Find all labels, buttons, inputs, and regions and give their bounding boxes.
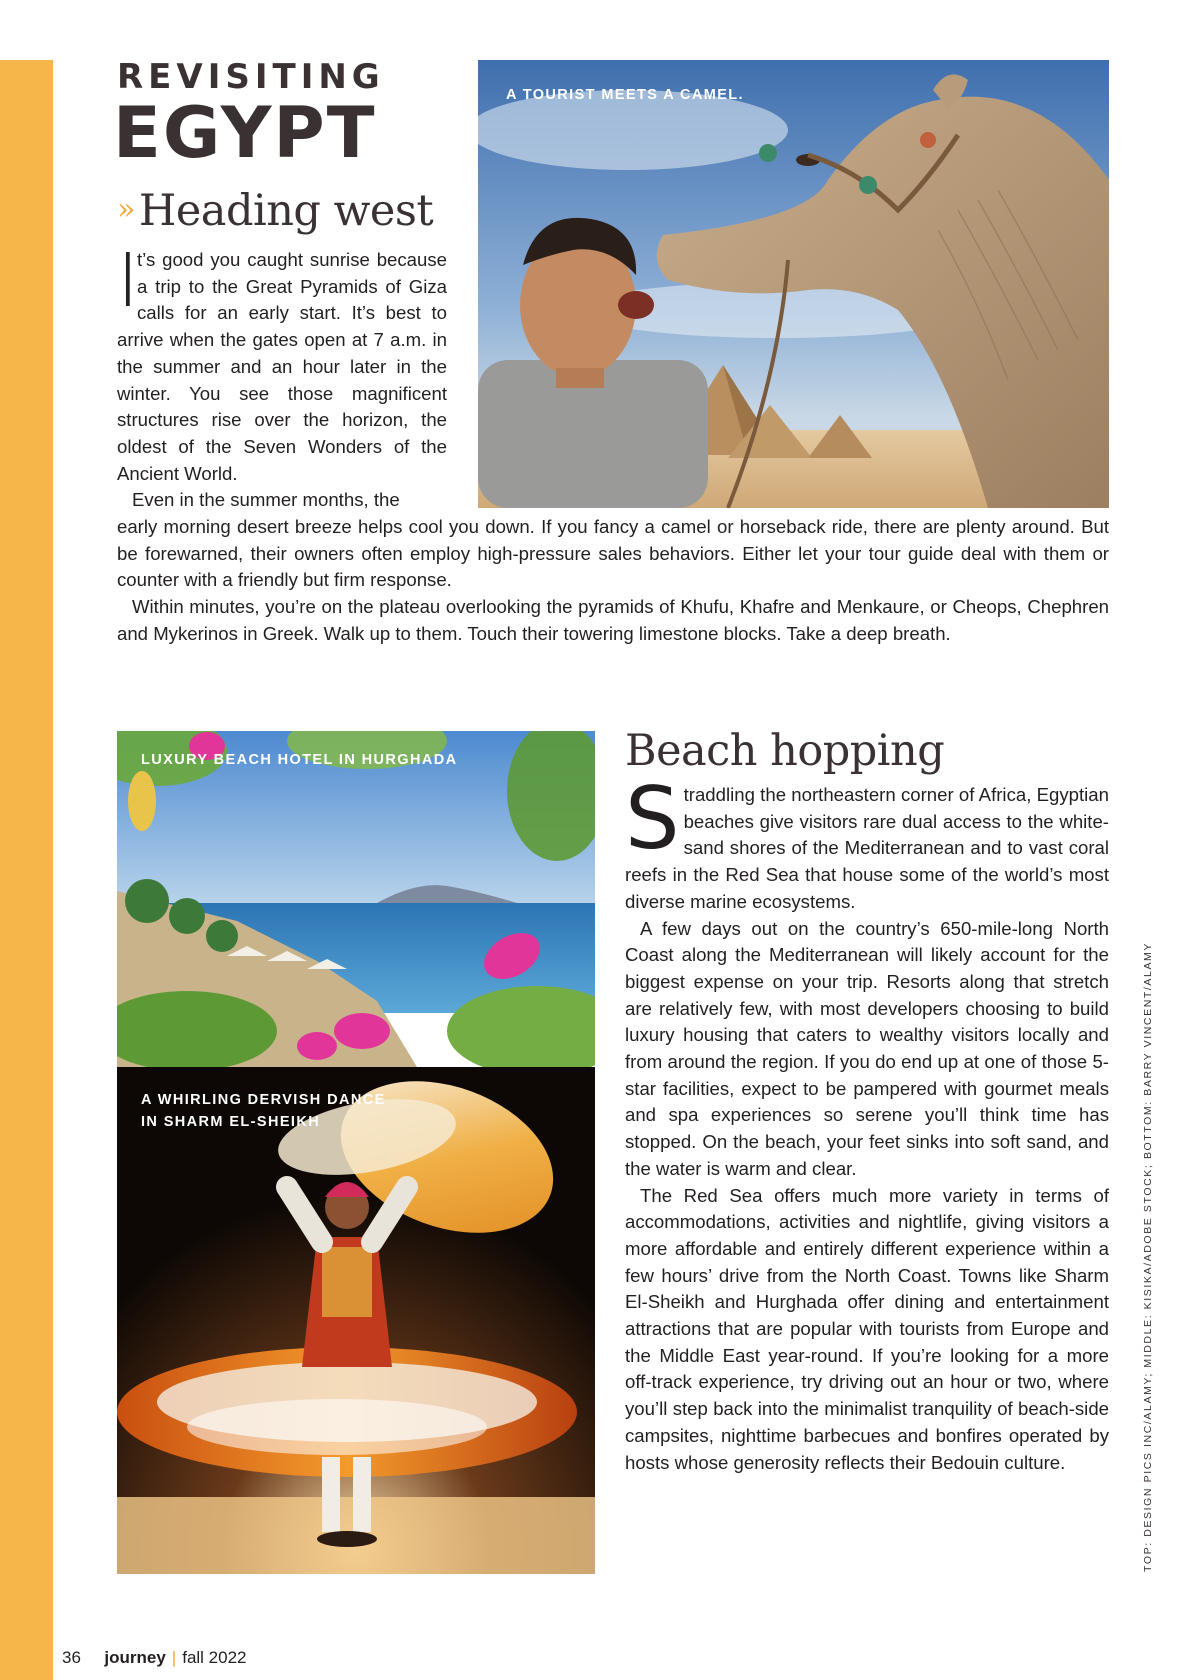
article-kicker: REVISITING <box>117 57 385 97</box>
accent-sidebar <box>0 60 53 1680</box>
hotel-photo-caption: LUXURY BEACH HOTEL IN HURGHADA <box>141 752 458 768</box>
beach-column <box>625 769 1109 1476</box>
west-paragraph-1: I t’s good you caught sunrise because a trip to the Great Pyramids of Giza calls for an early start. It’s best to arrive when the gates open at 7 a.m. in the summer and an hour later in the winter. You see those magnificent structures rise over the horizon, the oldest of the Seven Wonders of the Ancient World. <box>117 238 447 484</box>
issue-date: fall 2022 <box>182 1648 247 1667</box>
page-number: 36 <box>62 1648 81 1667</box>
section-heading-west-text: Heading west <box>138 186 434 236</box>
dervish-photo-caption <box>141 1089 386 1133</box>
west-continued-column <box>117 514 1109 648</box>
photo-credit: TOP: DESIGN PICS INC/ALAMY; MIDDLE: KISIKA/ADOBE STOCK; BOTTOM: BARRY VINCENT/ALAMY <box>1142 941 1154 1572</box>
dervish-caption-line-2: IN SHARM EL-SHEIKH <box>141 1114 321 1130</box>
dropcap-s: S <box>625 769 680 869</box>
west-intro-column <box>117 238 447 517</box>
camel-illustration <box>478 60 1109 508</box>
camel-photo-caption: A TOURIST MEETS A CAMEL. <box>506 87 744 103</box>
west-paragraph-2-continued: early morning desert breeze helps cool you down. If you fancy a camel or horseback ride, there are plenty around. But be forewarned, their owners often employ high-pressure sales behaviors. Either let your tour guide deal with them or counter with a friendly but firm response. <box>117 516 1109 591</box>
dervish-illustration <box>117 1067 595 1574</box>
footer-separator: | <box>171 1648 177 1667</box>
west-paragraph-3: Within minutes, you’re on the plateau overlooking the pyramids of Khufu, Khafre and Menkaure, or Cheops, Chephren and Mykerinos in Greek. Walk up to them. Touch their towering limestone blocks. Take a deep breath. <box>117 596 1109 644</box>
beach-paragraph-3: The Red Sea offers much more variety in terms of accommodations, activities and nightlife, giving visitors a more affordable and entirely different experience within a few hours’ drive from the North Coast. Towns like Sharm El-Sheikh and Hurghada offer dining and entertainment attractions that are popular with tourists from Europe and the Middle East year-round. If you’re looking for a more off-track experience, try driving out an hour or two, where you’ll step back into the minimalist tranquility of beach-side campsites, nighttime barbecues and bonfires operated by hosts whose generosity reflects their Bedouin culture. <box>625 1184 1109 1473</box>
magazine-name: journey <box>104 1648 166 1667</box>
hotel-illustration <box>117 731 595 1067</box>
page-footer <box>62 1648 247 1668</box>
beach-paragraph-1: Straddling the northeastern corner of Africa, Egyptian beaches give visitors rare dual access to the white-sand shores of the Mediterranean and to vast coral reefs in the Red Sea that house some of the world’s most diverse marine ecosystems. <box>625 769 1109 912</box>
dervish-caption-line-1: A WHIRLING DERVISH DANCE <box>141 1092 386 1108</box>
west-paragraph-2-start: Even in the summer months, the <box>132 489 400 511</box>
chevron-icon: » <box>117 192 135 227</box>
article-headline: EGYPT <box>113 92 377 174</box>
section-heading-beach: Beach hopping <box>625 726 945 776</box>
dervish-photo <box>117 1067 595 1574</box>
camel-photo <box>478 60 1109 508</box>
section-heading-west <box>117 186 434 236</box>
beach-paragraph-2: A few days out on the country’s 650-mile-long North Coast along the Mediterranean will likely account for the biggest expense on your trip. Resorts along that stretch are relatively few, with most developers choosing to build luxury housing that caters to wealthy visitors locally and from around the region. If you do end up at one of those 5-star facilities, expect to be pampered with gourmet meals and spa experiences so serene you’ll think time has stopped. On the beach, your feet sinks into soft sand, and the water is warm and clear. <box>625 917 1109 1179</box>
dropcap-i: I <box>117 238 139 324</box>
hotel-photo <box>117 731 595 1067</box>
